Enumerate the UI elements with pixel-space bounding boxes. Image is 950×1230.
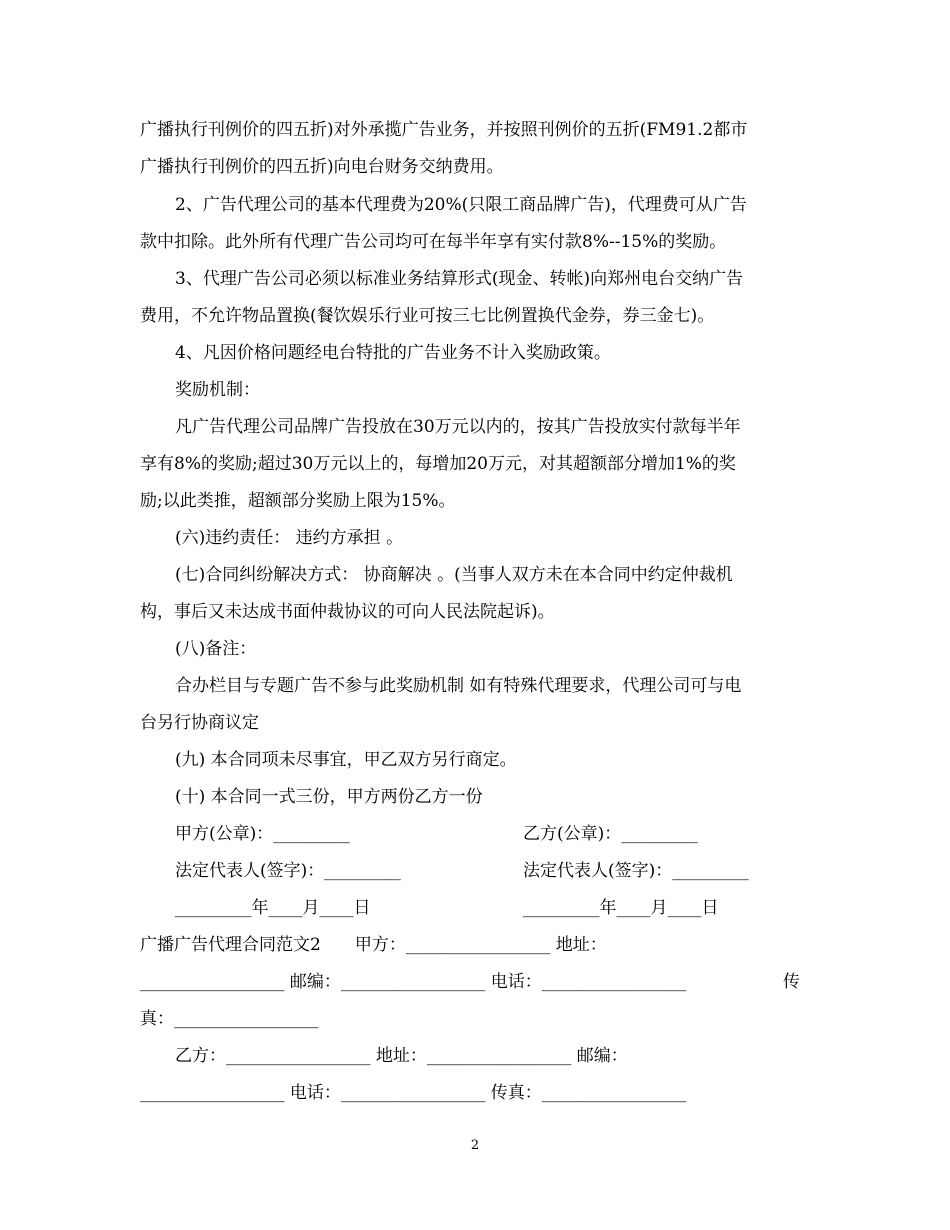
contract-2-line-end: 传 <box>783 972 800 992</box>
page-number: 2 <box>470 1138 480 1153</box>
clause-9-line: (九) 本合同项未尽事宜，甲乙双方另行商定。 <box>175 750 517 770</box>
party-b-date-field: _________年____月____日 <box>523 898 719 918</box>
clause-7-line: (七)合同纠纷解决方式： 协商解决 。(当事人双方未在本合同中约定仲裁机 <box>175 565 733 585</box>
clause-3-line: 3、代理广告公司必须以标准业务结算形式(现金、转帐)向郑州电台交纳广告 <box>175 269 744 289</box>
paragraph-line: 费用，不允许物品置换(餐饮娱乐行业可按三七比例置换代金券，券三金七)。 <box>140 306 715 326</box>
clause-6-line: (六)违约责任： 违约方承担 。 <box>175 528 404 548</box>
paragraph-line: 凡广告代理公司品牌广告投放在30万元以内的，按其广告投放实付款每半年 <box>175 417 741 437</box>
contract-2-heading: 广播广告代理合同范文2 甲方：_________________ 地址： <box>140 935 607 955</box>
section-heading: 奖励机制： <box>175 380 260 400</box>
party-a-date-field: _________年____月____日 <box>175 898 371 918</box>
party-a-representative-field: 法定代表人(签字)：_________ <box>175 861 401 881</box>
paragraph-line: 款中扣除。此外所有代理广告公司均可在每半年享有实付款8%--15%的奖励。 <box>140 232 727 252</box>
party-a-seal-field: 甲方(公章)：_________ <box>175 824 350 844</box>
contract-2-line: _________________ 邮编：_________________ 电话：_________________ <box>140 972 687 992</box>
paragraph-line: 合办栏目与专题广告不参与此奖励机制 如有特殊代理要求，代理公司可与电 <box>175 676 742 696</box>
paragraph-line: 享有8%的奖励;超过30万元以上的，每增加20万元，对其超额部分增加1%的奖 <box>140 454 736 474</box>
paragraph-line: 构，事后又未达成书面仲裁协议的可向人民法院起诉)。 <box>140 602 555 622</box>
paragraph-line: 广播执行刊例价的四五折)向电台财务交纳费用。 <box>140 157 504 177</box>
paragraph-line: 广播执行刊例价的四五折)对外承揽广告业务，并按照刊例价的五折(FM91.2都市 <box>140 120 748 140</box>
contract-2-line: 乙方：_________________ 地址：_________________ 邮编： <box>175 1046 628 1066</box>
clause-4-line: 4、凡因价格问题经电台特批的广告业务不计入奖励政策。 <box>175 343 611 363</box>
paragraph-line: 励;以此类推，超额部分奖励上限为15%。 <box>140 491 456 511</box>
contract-2-line: 真：_________________ <box>140 1009 319 1029</box>
party-b-seal-field: 乙方(公章)：_________ <box>523 824 698 844</box>
contract-2-line: _________________ 电话：_________________ 传真：_________________ <box>140 1083 687 1103</box>
clause-2-line: 2、广告代理公司的基本代理费为20%(只限工商品牌广告)，代理费可从广告 <box>175 195 747 215</box>
clause-10-line: (十) 本合同一式三份，甲方两份乙方一份 <box>175 787 483 807</box>
clause-8-line: (八)备注： <box>175 639 257 659</box>
paragraph-line: 台另行协商议定 <box>140 713 259 733</box>
party-b-representative-field: 法定代表人(签字)：_________ <box>523 861 749 881</box>
